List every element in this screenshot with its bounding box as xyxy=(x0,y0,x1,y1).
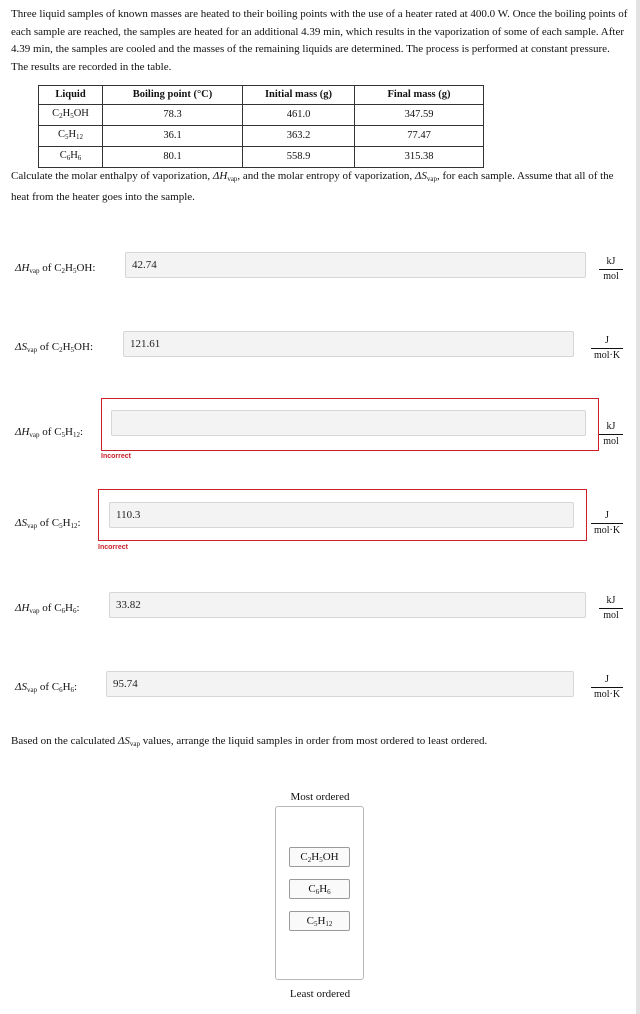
order-chip-ethanol[interactable]: $C_2H_5OH$ xyxy=(289,847,350,867)
table-cell-liquid: $C_6H_6$ xyxy=(39,147,103,168)
order-chip-benzene[interactable]: $C_6H_6$ xyxy=(289,879,350,899)
data-table xyxy=(38,85,484,168)
table-cell-liquid: $C_2H_5OH$ xyxy=(39,105,103,126)
label-dh-benzene: $\Delta H_{vap}$ of $C_6H_6$: xyxy=(15,602,80,615)
dh-pentane-input[interactable] xyxy=(111,410,586,436)
dh-benzene-input[interactable]: 33.82 xyxy=(109,592,586,618)
ds-benzene-input[interactable]: 95.74 xyxy=(106,671,574,697)
table-cell: 80.1 xyxy=(103,147,243,168)
table-header: Liquid xyxy=(39,86,103,105)
table-cell: 36.1 xyxy=(103,126,243,147)
label-dh-ethanol: $\Delta H_{vap}$ of $C_2H_5OH$: xyxy=(15,262,96,275)
label-ds-pentane: $\Delta S_{vap}$ of $C_5H_{12}$: xyxy=(15,517,81,530)
problem-intro: Three liquid samples of known masses are heated to their boiling points with the use of a heater rated at 400.0 W. Once the boiling points of each sample are reached, the samples are heated for an additional 4.39 min, which results in the vaporization of some of each sample. After 4.39 min, the samples are cooled and the masses of the remaining liquids are determined. The process is performed at constant pressure. The results are recorded in the table. xyxy=(11,8,628,73)
label-ds-ethanol: $\Delta S_{vap}$ of $C_2H_5OH$: xyxy=(15,341,93,354)
table-cell: 77.47 xyxy=(355,126,484,147)
unit-j-per-mol-k: J mol·K xyxy=(591,334,623,362)
table-cell: 558.9 xyxy=(243,147,355,168)
table-cell: 363.2 xyxy=(243,126,355,147)
ds-ethanol-input[interactable]: 121.61 xyxy=(123,331,574,357)
table-header: Final mass (g) xyxy=(355,86,484,105)
unit-kj-per-mol: kJ mol xyxy=(599,420,623,448)
incorrect-feedback: Incorrect xyxy=(101,453,131,460)
page-scrollbar[interactable] xyxy=(636,0,640,1014)
least-ordered-label: Least ordered xyxy=(289,988,351,1000)
label-dh-pentane: $\Delta H_{vap}$ of $C_5H_{12}$: xyxy=(15,426,84,439)
table-header: Boiling point (°C) xyxy=(103,86,243,105)
label-ds-benzene: $\Delta S_{vap}$ of $C_6H_6$: xyxy=(15,681,78,694)
table-row xyxy=(39,147,484,168)
order-chip-pentane[interactable]: $C_5H_{12}$ xyxy=(289,911,350,931)
table-row xyxy=(39,126,484,147)
ordering-instruction: Based on the calculated $\Delta S_{vap}$ values, arrange the liquid samples in order from most ordered to least ordered. xyxy=(11,735,488,748)
table-header: Initial mass (g) xyxy=(243,86,355,105)
unit-j-per-mol-k: J mol·K xyxy=(591,673,623,701)
table-cell: 315.38 xyxy=(355,147,484,168)
calculation-instruction: Calculate the molar enthalpy of vaporization, $\Delta H_{vap}$, and the molar entropy of vaporization, $\Delta S_{vap}$, for each sample. Assume that all of the heat from the heater goes into the sample. xyxy=(11,170,614,203)
unit-kj-per-mol: kJ mol xyxy=(599,255,623,283)
unit-j-per-mol-k: J mol·K xyxy=(591,509,623,537)
table-cell-liquid: $C_5H_{12}$ xyxy=(39,126,103,147)
dh-ethanol-input[interactable]: 42.74 xyxy=(125,252,586,278)
most-ordered-label: Most ordered xyxy=(290,791,350,803)
ordering-dropzone[interactable] xyxy=(275,806,364,980)
incorrect-feedback: Incorrect xyxy=(98,544,128,551)
table-header-row xyxy=(39,86,484,105)
table-cell: 461.0 xyxy=(243,105,355,126)
unit-kj-per-mol: kJ mol xyxy=(599,594,623,622)
ds-pentane-input[interactable]: 110.3 xyxy=(109,502,574,528)
table-cell: 78.3 xyxy=(103,105,243,126)
table-row xyxy=(39,105,484,126)
table-cell: 347.59 xyxy=(355,105,484,126)
